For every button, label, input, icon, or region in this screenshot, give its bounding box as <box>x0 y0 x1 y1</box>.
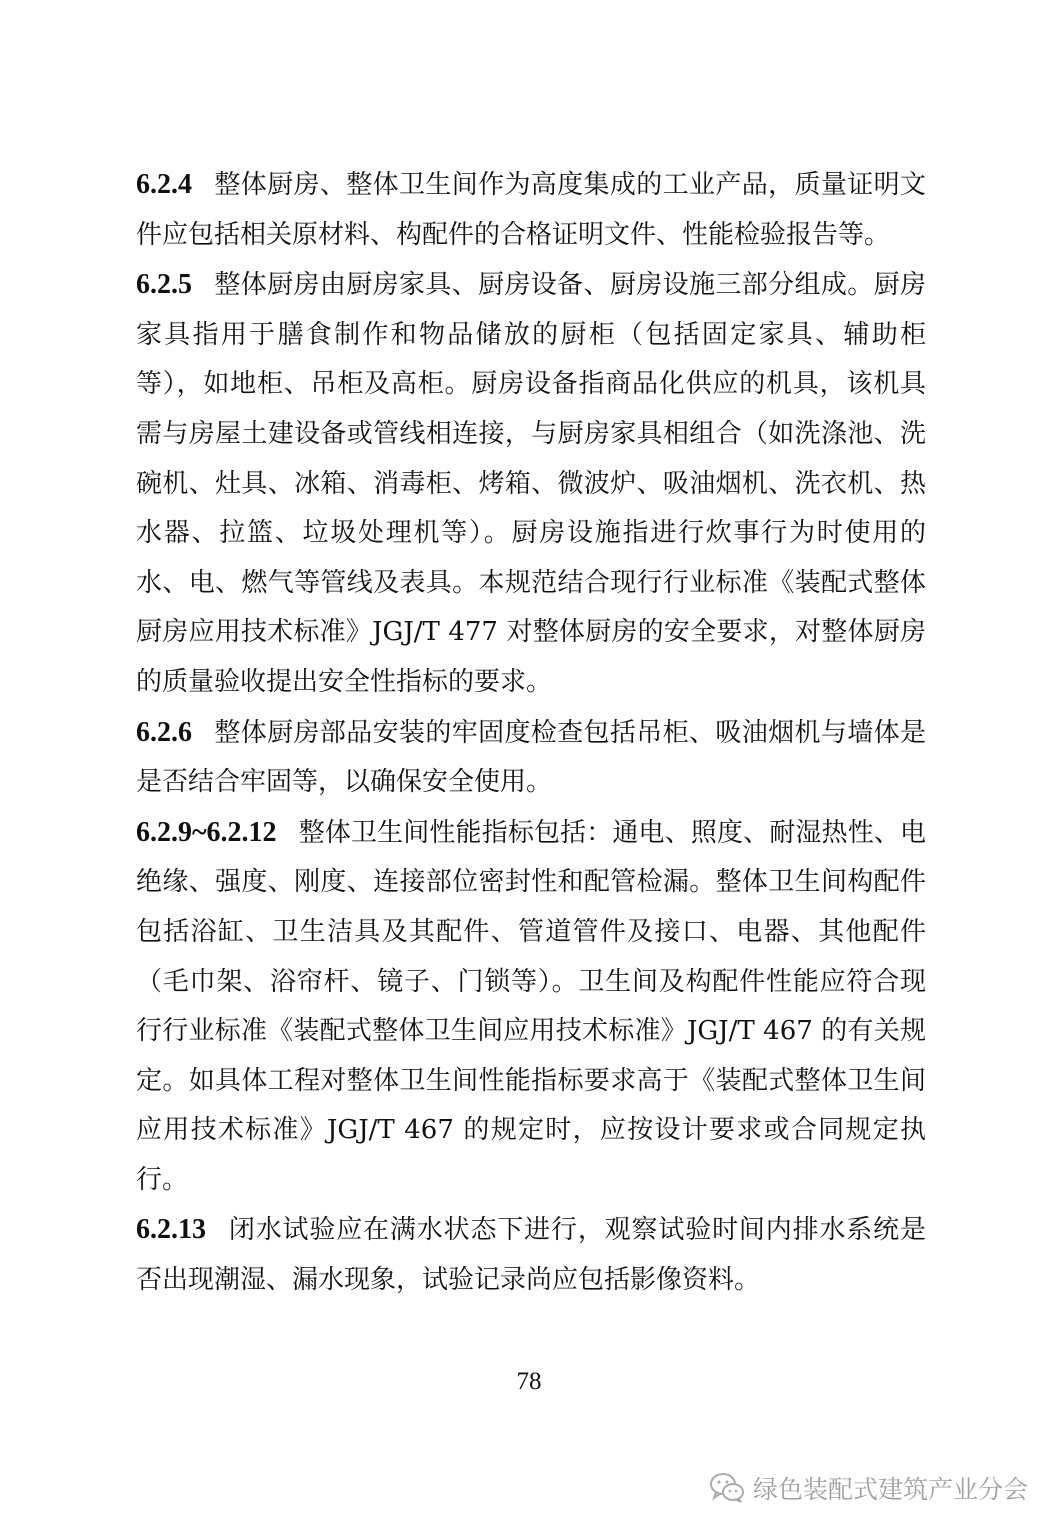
page-body <box>136 160 926 1306</box>
page-number: 78 <box>516 1368 542 1395</box>
clause-text: 整体卫生间性能指标包括：通电、照度、耐湿热性、电绝缘、强度、刚度、连接部位密封性和配管检漏。整体卫生间构配件包括浴缸、卫生洁具及其配件、管道管件及接口、电器、其他配件（毛巾架、浴帘杆、镜子、门锁等）。卫生间及构配件性能应符合现行行业标准《装配式整体卫生间应用技术标准》JGJ/T 467 的有关规定。如具体工程对整体卫生间性能指标要求高于《装配式整体卫生间应用技术标准》JGJ/T 467 的规定时，应按设计要求或合同规定执行。 <box>136 817 926 1195</box>
clause-6-2-9-12 <box>136 808 926 1206</box>
clause-number: 6.2.9~6.2.12 <box>136 816 277 848</box>
clause-number: 6.2.4 <box>136 169 192 200</box>
clause-6-2-6 <box>136 708 926 808</box>
clause-text: 整体厨房部品安装的牢固度检查包括吊柜、吸油烟机与墙体是是否结合牢固等，以确保安全使用。 <box>136 717 926 798</box>
clause-number: 6.2.6 <box>136 716 192 748</box>
wechat-icon <box>709 1472 745 1504</box>
clause-6-2-4 <box>136 160 926 260</box>
clause-number: 6.2.13 <box>136 1214 206 1246</box>
clause-6-2-13 <box>136 1205 926 1305</box>
clause-text: 闭水试验应在满水状态下进行，观察试验时间内排水系统是否出现潮湿、漏水现象，试验记录尚应包括影像资料。 <box>136 1215 926 1296</box>
clause-text: 整体厨房、整体卫生间作为高度集成的工业产品，质量证明文件应包括相关原材料、构配件的合格证明文件、性能检验报告等。 <box>136 170 926 250</box>
clause-6-2-5 <box>136 260 926 707</box>
watermark-text: 绿色装配式建筑产业分会 <box>752 1475 1028 1504</box>
clause-text: 整体厨房由厨房家具、厨房设备、厨房设施三部分组成。厨房家具指用于膳食制作和物品储放的厨柜（包括固定家具、辅助柜等），如地柜、吊柜及高柜。厨房设备指商品化供应的机具，该机具需与房屋土建设备或管线相连接，与厨房家具相组合（如洗涤池、洗碗机、灶具、冰箱、消毒柜、烤箱、微波炉、吸油烟机、洗衣机、热水器、拉篮、垃圾处理机等）。厨房设施指进行炊事行为时使用的水、电、燃气等管线及表具。本规范结合现行行业标准《装配式整体厨房应用技术标准》JGJ/T 477 对整体厨房的安全要求，对整体厨房的质量验收提出安全性指标的要求。 <box>136 270 926 697</box>
watermark <box>709 1470 1028 1506</box>
clause-number: 6.2.5 <box>136 269 192 301</box>
